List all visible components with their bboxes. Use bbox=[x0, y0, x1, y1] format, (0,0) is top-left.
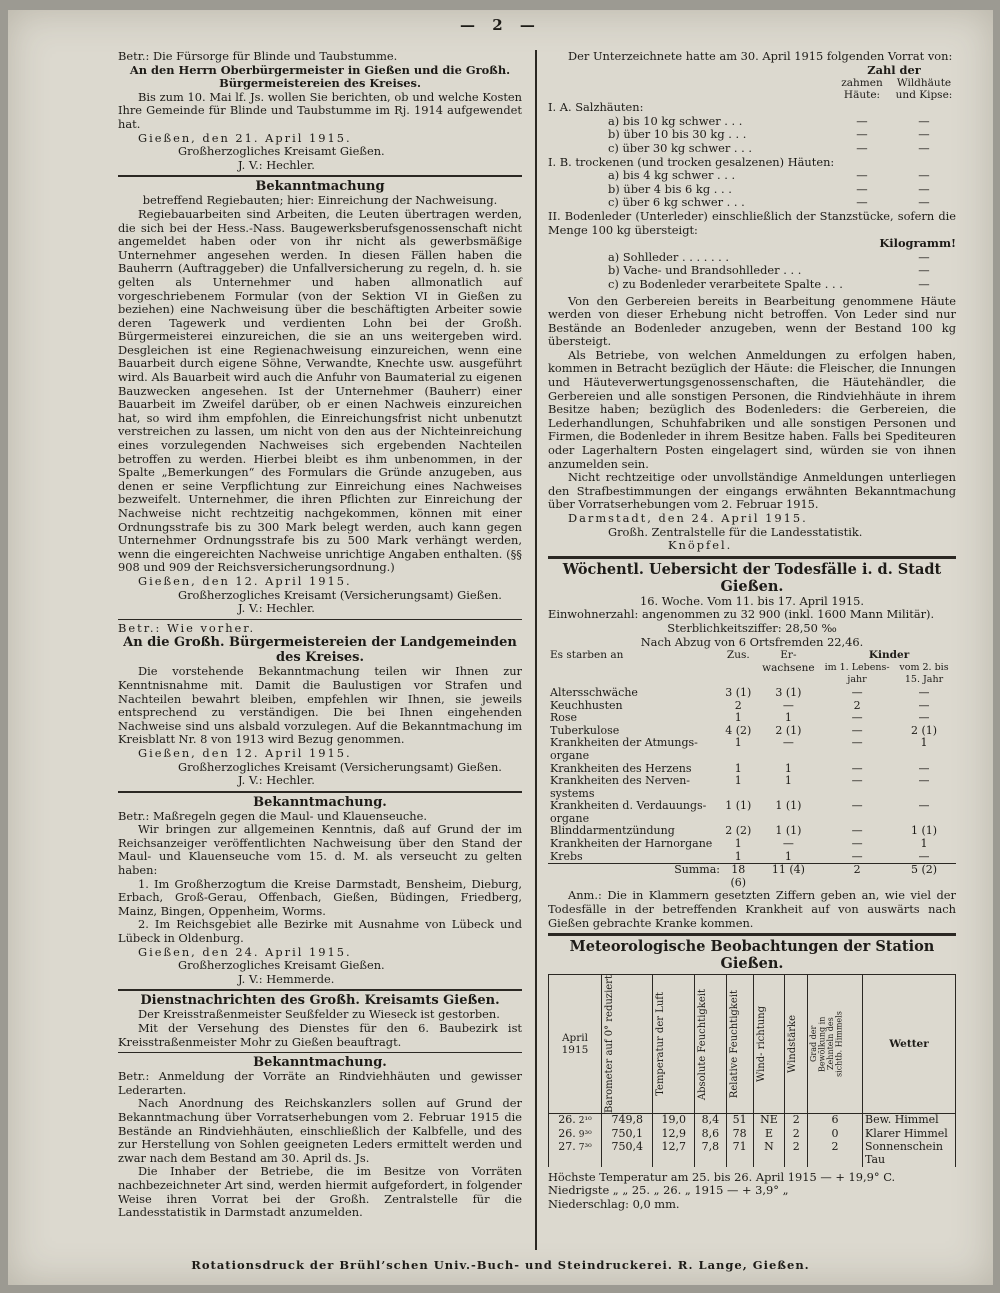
form-p2: Als Betriebe, von welchen Anmeldungen zu erfolgen haben, kommen in Betracht bezüglich der Häute: die Fleischer, die Innungen und Häuteverwertungsgenossenschaften, die Häutehändler, die Gerbereien und alle sonstigen Personen, die Rindviehhäute in ihrem Besitze haben; bezüglich des Bodenleders: die Gerbereien, die Lederhandlungen, Schuhfabriken und alle sonstigen Personen und Firmen, die Bodenleder in ihrem Besitze haben. Falls bei Spediteuren oder Lagerhaltern Posten eingelagert sind, würden sie von ihnen anzumelden sein. bbox=[548, 347, 956, 471]
form-p3: Nicht rechtzeitige oder unvollständige Anmeldungen unterliegen den Strafbestimmungen der eingangs erwähnten Bekanntmachung über Vorratserhebungen vom 2. Februar 1915. bbox=[548, 470, 956, 512]
weather-cell-bw: 0 bbox=[807, 1128, 862, 1142]
deaths-row bbox=[548, 851, 956, 864]
deaths-cell-k2: — bbox=[918, 799, 930, 813]
deaths-cell-cause: Tuberkulose bbox=[550, 723, 620, 737]
s2-title: Bekanntmachung bbox=[255, 179, 385, 195]
deaths-cell-k2: — bbox=[918, 774, 930, 788]
s3-office: Großherzogliches Kreisamt (Versicherungsamt) Gießen. bbox=[178, 759, 502, 774]
deaths-sum-z: 18 (6) bbox=[730, 863, 747, 889]
deaths-cell-k1: — bbox=[851, 837, 863, 851]
deaths-cell-cause: Rose bbox=[550, 711, 578, 725]
deaths-cell-zus: 1 bbox=[734, 849, 742, 863]
weather-cell-r: 71 bbox=[726, 1141, 753, 1166]
rule bbox=[118, 619, 522, 620]
deaths-cell-k2: 2 (1) bbox=[910, 723, 938, 737]
weather-h-wetter: Wetter bbox=[863, 975, 956, 1114]
s2-date: Gießen, den 12. April 1915. bbox=[138, 573, 352, 588]
deaths-h-label: Es starben an bbox=[550, 649, 624, 662]
form-col1: zahmen Häute: bbox=[841, 77, 883, 102]
s2-subtitle: betreffend Regiebauten; hier: Einreichung der Nachweisung. bbox=[142, 193, 498, 208]
weather-cell-a: 8,6 bbox=[695, 1128, 727, 1142]
form-sec-ib: I. B. trockenen (und trocken gesalzenen) Häuten: bbox=[548, 154, 835, 169]
deaths-cell-zus: 1 bbox=[734, 837, 742, 851]
deaths-cell-zus: 1 bbox=[734, 711, 742, 725]
weather-cell-wr: NE bbox=[753, 1114, 785, 1128]
deaths-cell-erw: — bbox=[782, 736, 794, 750]
form-col2: Wildhäute und Kipse: bbox=[895, 77, 953, 102]
form-header bbox=[548, 64, 956, 78]
deaths-cell-zus: 4 (2) bbox=[725, 723, 752, 737]
deaths-cell-zus: 2 (2) bbox=[725, 824, 752, 838]
s4-date: Gießen, den 24. April 1915. bbox=[138, 944, 352, 959]
s3-body: Die vorstehende Bekanntmachung teilen wir Ihnen zur Kenntnisnahme mit. Damit die Baulustigen vor Strafen und Nachteilen bewahrt bleiben, empfehlen wir Ihnen, sie jeweils entsprechend zu verständigen. Die bei Ihnen eingehenden Nachweise sind uns alsbald vorzulegen. Auf die Bekanntmachung im Kreisblatt Nr. 8 von 1913 wird Bezug genommen. bbox=[118, 664, 522, 747]
weather-day: 26. bbox=[558, 1113, 576, 1127]
deaths-cell-k1: — bbox=[851, 685, 863, 699]
deaths-row bbox=[548, 687, 956, 700]
deaths-row bbox=[548, 775, 956, 800]
weather-cell-temp: 19,0 bbox=[653, 1114, 695, 1128]
deaths-cell-cause: Blinddarmentzündung bbox=[550, 824, 675, 838]
deaths-cell-erw: 1 (1) bbox=[775, 799, 802, 813]
s1-signer: J. V.: Hechler. bbox=[238, 157, 315, 172]
s1-date: Gießen, den 21. April 1915. bbox=[138, 130, 352, 145]
s4-office: Großherzogliches Kreisamt Gießen. bbox=[178, 958, 385, 973]
deaths-cell-k1: — bbox=[851, 723, 863, 737]
deaths-cell-k2: 1 bbox=[920, 736, 928, 750]
weather-row bbox=[549, 1141, 956, 1166]
s6-betr: Betr.: Anmeldung der Vorräte an Rindviehhäuten und gewisser Lederarten. bbox=[118, 1069, 522, 1097]
s4-title: Bekanntmachung. bbox=[253, 794, 387, 810]
rule bbox=[118, 791, 522, 793]
form-date: Darmstadt, den 24. April 1915. bbox=[568, 511, 808, 525]
weather-min: Niedrigste „ „ 25. „ 26. „ 1915 — + 3,9° „ bbox=[548, 1183, 789, 1198]
s4-item1: 1. Im Großherzogtum die Kreise Darmstadt, Bensheim, Dieburg, Erbach, Groß-Gerau, Offenbach, Gießen, Büdingen, Friedberg, Mainz, Bingen, Oppenheim, Worms. bbox=[118, 876, 522, 918]
deaths-row bbox=[548, 800, 956, 825]
weather-cell-ws: 2 bbox=[785, 1114, 808, 1128]
weather-cell-b: 750,4 bbox=[602, 1141, 653, 1166]
s3-signer: J. V.: Hechler. bbox=[238, 773, 315, 788]
deaths-sum-e: 11 (4) bbox=[771, 863, 805, 877]
form-row: c) über 6 kg schwer . . . — — bbox=[608, 195, 930, 210]
deaths-cell-k2: 1 bbox=[920, 837, 928, 851]
right-column bbox=[548, 50, 956, 1211]
s5-p1: Der Kreisstraßenmeister Seußfelder zu Wieseck ist gestorben. bbox=[138, 1007, 500, 1022]
weather-cell-w: Sonnenschein Tau bbox=[863, 1141, 956, 1166]
deaths-cell-cause: Krankheiten der Atmungs- organe bbox=[550, 736, 698, 762]
s6-p1: Nach Anordnung des Reichskanzlers sollen auf Grund der Bekanntmachung über Vorratserhebungen vom 2. Februar 1915 die Bestände an Rindviehhäuten, einschließlich der Kalbfelle, und des zur Herstellung von Sohlen geeigneten Leders ermittelt werden und zwar nach dem Bestand am 30. April ds. Js. bbox=[118, 1096, 522, 1165]
weather-time: 7³⁰ bbox=[578, 1143, 592, 1154]
deaths-row bbox=[548, 700, 956, 713]
deaths-sum-label: Summa: bbox=[674, 863, 720, 877]
weather-day: 26. bbox=[558, 1126, 576, 1140]
form-kilogramm: Kilogramm! bbox=[879, 236, 956, 251]
deaths-row bbox=[548, 737, 956, 762]
weather-cell-temp: 12,7 bbox=[653, 1141, 695, 1166]
form-colheads bbox=[548, 77, 956, 101]
deaths-cell-cause: Krankheiten der Harnorgane bbox=[550, 837, 713, 851]
deaths-h-zus: Zus. bbox=[726, 649, 750, 662]
s3-betr: Betr.: Wie vorher. bbox=[118, 620, 256, 635]
form-intro: Der Unterzeichnete hatte am 30. April 1915 folgenden Vorrat von: bbox=[568, 49, 953, 63]
deaths-cell-erw: 1 (1) bbox=[775, 824, 802, 838]
form-sec-ii: II. Bodenleder (Unterleder) einschließlich der Stanzstücke, sofern die Menge 100 kg übersteigt: bbox=[548, 208, 956, 237]
weather-cell-ws: 2 bbox=[785, 1141, 808, 1166]
deaths-cell-erw: 1 bbox=[784, 711, 792, 725]
s1-addressee: An den Herrn Oberbürgermeister in Gießen und die Großh. Bürgermeistereien des Kreises. bbox=[129, 62, 511, 91]
page-number: — 2 — bbox=[460, 16, 541, 34]
weather-h-wind: Wind- richtung bbox=[755, 1006, 767, 1083]
deaths-cell-k1: — bbox=[851, 736, 863, 750]
s4-betr: Betr.: Maßregeln gegen die Maul- und Klauenseuche. bbox=[118, 808, 428, 823]
deaths-cell-k2: — bbox=[918, 698, 930, 712]
s2-signer: J. V.: Hechler. bbox=[238, 601, 315, 616]
deaths-cell-erw: — bbox=[782, 837, 794, 851]
weather-cell-r: 51 bbox=[726, 1114, 753, 1128]
deaths-cell-cause: Krankheiten d. Verdauungs- organe bbox=[550, 799, 707, 825]
form-row: b) Vache- und Brandsohlleder . . . — bbox=[608, 263, 930, 278]
deaths-cell-erw: 1 bbox=[784, 774, 792, 788]
deaths-cell-k2: — bbox=[918, 849, 930, 863]
deaths-row bbox=[548, 712, 956, 725]
deaths-note: Anm.: Die in Klammern gesetzten Ziffern geben an, wie viel der Todesfälle in der betreffenden Krankheit auf von auswärts nach Gießen gebrachte Kranke kommen. bbox=[548, 888, 956, 930]
weather-cell-date bbox=[549, 1128, 602, 1142]
s5-title: Dienstnachrichten des Großh. Kreisamts Gießen. bbox=[140, 993, 500, 1009]
deaths-cell-k1: — bbox=[851, 824, 863, 838]
left-column bbox=[118, 50, 522, 1220]
deaths-cell-k2: — bbox=[918, 761, 930, 775]
deaths-week: 16. Woche. Vom 11. bis 17. April 1915. bbox=[639, 593, 865, 608]
weather-cell-bw: 6 bbox=[807, 1114, 862, 1128]
deaths-cell-k1: — bbox=[851, 799, 863, 813]
deaths-cell-zus: 1 bbox=[734, 736, 742, 750]
weather-cell-wr: E bbox=[753, 1128, 785, 1142]
weather-cell-wr: N bbox=[753, 1141, 785, 1166]
deaths-table bbox=[548, 649, 956, 889]
newspaper-page bbox=[8, 10, 993, 1285]
weather-h-bew: Grad der Bewölkung in Zehnteln des sichtb. Himmels bbox=[808, 1011, 844, 1078]
s1-body: Bis zum 10. Mai lf. Js. wollen Sie berichten, ob und welche Kosten Ihre Gemeinde für Blinde und Taubstumme im Rj. 1914 aufgewendet hat. bbox=[118, 89, 522, 131]
form-row: c) über 30 kg schwer . . . — — bbox=[608, 140, 930, 155]
weather-title: Meteorologische Beobachtungen der Station Gießen. bbox=[569, 938, 935, 973]
weather-cell-w: Klarer Himmel bbox=[863, 1128, 956, 1142]
deaths-h-k2: vom 2. bis 15. Jahr bbox=[899, 661, 949, 686]
weather-row bbox=[549, 1128, 956, 1142]
deaths-cell-k1: — bbox=[851, 774, 863, 788]
weather-time: 9³⁰ bbox=[578, 1129, 592, 1140]
weather-rain: Niederschlag: 0,0 mm. bbox=[548, 1196, 680, 1211]
deaths-cell-k1: — bbox=[851, 849, 863, 863]
weather-row bbox=[549, 1114, 956, 1128]
deaths-cell-cause: Krankheiten des Herzens bbox=[550, 761, 692, 775]
s1-betr: Betr.: Die Fürsorge für Blinde und Taubstumme. bbox=[118, 49, 398, 63]
form-row: a) bis 10 kg schwer . . . — — bbox=[608, 113, 930, 128]
weather-table bbox=[548, 974, 956, 1166]
form-row: b) über 4 bis 6 kg . . . — — bbox=[608, 181, 930, 196]
weather-h-rel: Relative Feuchtigkeit bbox=[728, 990, 740, 1099]
rule bbox=[548, 556, 956, 559]
deaths-cell-erw: — bbox=[782, 698, 794, 712]
weather-h-year: 1915 bbox=[561, 1044, 589, 1057]
weather-h-baro: Barometer auf 0° reduziert bbox=[604, 975, 615, 1114]
s4-item2: 2. Im Reichsgebiet alle Bezirke mit Ausnahme von Lübeck und Lübeck in Oldenburg. bbox=[118, 917, 522, 946]
deaths-cell-erw: 2 (1) bbox=[775, 723, 802, 737]
deaths-cell-zus: 1 bbox=[734, 761, 742, 775]
form-zahl-der: Zahl der bbox=[867, 62, 921, 77]
weather-cell-a: 7,8 bbox=[695, 1141, 727, 1166]
form-row: a) Sohlleder . . . . . . . — bbox=[608, 249, 930, 264]
deaths-pop: Einwohnerzahl: angenommen zu 32 900 (inkl. 1600 Mann Militär). bbox=[548, 607, 935, 622]
weather-h-windst: Windstärke bbox=[787, 1015, 799, 1074]
deaths-sum-k1: 2 bbox=[853, 863, 861, 877]
deaths-cell-k2: — bbox=[918, 711, 930, 725]
deaths-cell-cause: Keuchhusten bbox=[550, 698, 623, 712]
deaths-cell-k1: — bbox=[851, 711, 863, 725]
form-p1: Von den Gerbereien bereits in Bearbeitung genommene Häute werden von dieser Erhebung nicht betroffen. Von Leder sind nur Bestände an Bodenleder anzugeben, wenn der Bestand 100 kg übersteigt. bbox=[548, 293, 956, 349]
form-row: c) zu Bodenleder verarbeitete Spalte . . . — bbox=[608, 276, 930, 291]
deaths-cell-cause: Altersschwäche bbox=[550, 685, 638, 699]
weather-cell-date bbox=[549, 1141, 602, 1166]
deaths-h-kinder: Kinder bbox=[868, 649, 910, 662]
deaths-cell-zus: 2 bbox=[734, 698, 742, 712]
s3-addressee: An die Großh. Bürgermeistereien der Landgemeinden des Kreises. bbox=[123, 635, 517, 666]
weather-cell-b: 750,1 bbox=[602, 1128, 653, 1142]
weather-max: Höchste Temperatur am 25. bis 26. April 1915 — + 19,9° C. bbox=[548, 1169, 896, 1184]
deaths-cell-cause: Krebs bbox=[550, 849, 583, 863]
deaths-title: Wöchentl. Uebersicht der Todesfälle i. d. Stadt Gießen. bbox=[562, 560, 942, 595]
rule bbox=[118, 175, 522, 177]
form-row: a) bis 4 kg schwer . . . — — bbox=[608, 168, 930, 183]
weather-h-abs: Absolute Feuchtigkeit bbox=[697, 988, 709, 1100]
rule bbox=[118, 1052, 522, 1053]
weather-cell-bw: 2 bbox=[807, 1141, 862, 1166]
form-row: b) über 10 bis 30 kg . . . — — bbox=[608, 127, 930, 142]
weather-cell-a: 8,4 bbox=[695, 1114, 727, 1128]
form-office: Großh. Zentralstelle für die Landesstatistik. bbox=[608, 524, 863, 539]
deaths-cell-erw: 1 bbox=[784, 849, 792, 863]
form-sec-ia: I. A. Salzhäuten: bbox=[548, 100, 644, 115]
s1-office: Großherzogliches Kreisamt Gießen. bbox=[178, 144, 385, 159]
rule bbox=[118, 989, 522, 991]
s6-p2: Die Inhaber der Betriebe, die im Besitze von Vorräten nachbezeichneter Art sind, werden hiermit aufgefordert, in folgender Weise ihren Vorrat bei der Großh. Zentralstelle für die Landesstatistik in Darmstadt anzumelden. bbox=[118, 1164, 522, 1220]
deaths-cell-k2: — bbox=[918, 685, 930, 699]
s4-signer: J. V.: Hemmerde. bbox=[238, 971, 335, 986]
deaths-row bbox=[548, 838, 956, 851]
column-divider bbox=[535, 50, 537, 1250]
deaths-sum-k2: 5 (2) bbox=[910, 863, 938, 877]
deaths-h-erw: Er- wachsene bbox=[762, 649, 815, 674]
deaths-cell-zus: 1 bbox=[734, 774, 742, 788]
deaths-rate2: Nach Abzug von 6 Ortsfremden 22,46. bbox=[640, 634, 864, 649]
s2-body: Regiebauarbeiten sind Arbeiten, die Leuten übertragen werden, die sich bei der Hess.-Nass. Baugewerksberufsgenossenschaft nicht angemeldet haben oder von ihr nicht als gewerbsmäßige Unternehmer angesehen werden. In diesen Fällen haben die Bauherrn (Auftraggeber) die Unfallversicherung zu regeln, d. h. sie gelten als Unternehmer und haben allmonatlich auf vorgeschriebenem Formular (von der Sektion VI in Gießen zu beziehen) eine Nachweisung über die beschäftigten Arbeiter sowie deren Tagewerk und verdienten Lohn bei der Großh. Bürgermeisterei einzureichen, die sie an uns weitergeben wird. Desgleichen ist eine Regienachweisung einzureichen, wenn eine Bauarbeit durch eigene Söhne, Verwandte, Knechte usw. ausgeführt wird. Als Bauarbeit wird auch die Anfuhr von Baumaterial zu eigenen Bauzwecken angesehen. Ist der Unternehmer (Bauherr) einer Bauarbeit im Zweifel darüber, ob er einen Nachweis einzureichen hat, so wird ihm empfohlen, die Einreichungsfrist nicht unbenutzt verstreichen zu lassen, um nicht von den aus der Nichteinreichung eines vorzulegenden Nachweises sich ergebenden Nachteilen betroffen zu werden. Hierbei bleibt es ihm unbenommen, in der Spalte „Bemerkungen“ des Formulars die Gründe anzugeben, aus denen er seine Verpflichtung zur Einreichung eines Nachweises bezweifelt. Unternehmer, die ihren Pflichten zur Einreichung der Nachweise nicht rechtzeitig nachgekommen, können mit einer Ordnungsstrafe bis zu 300 Mark belegt werden, auch kann gegen Unternehmer Ordnungsstrafe bis zu 500 Mark verhängt werden, wenn die eingereichten Nachweise unrichtige Angaben enthalten. (§§ 908 und 909 der Reichsversicherungsordnung.) bbox=[118, 206, 522, 575]
deaths-cell-k2: 1 (1) bbox=[910, 824, 938, 838]
weather-cell-temp: 12,9 bbox=[653, 1128, 695, 1142]
weather-h-april: April bbox=[561, 1031, 589, 1044]
s3-date: Gießen, den 12. April 1915. bbox=[138, 745, 352, 760]
weather-cell-date bbox=[549, 1114, 602, 1128]
deaths-cell-zus: 1 (1) bbox=[725, 799, 752, 813]
deaths-cell-cause: Krankheiten des Nerven- systems bbox=[550, 774, 691, 800]
weather-cell-b: 749,8 bbox=[602, 1114, 653, 1128]
weather-cell-ws: 2 bbox=[785, 1128, 808, 1142]
deaths-rate: Sterblichkeitsziffer: 28,50 ‰ bbox=[667, 620, 837, 635]
form-signer: Knöpfel. bbox=[668, 538, 733, 553]
deaths-cell-erw: 3 (1) bbox=[775, 685, 802, 699]
s5-p2: Mit der Versehung des Dienstes für den 6. Baubezirk ist Kreisstraßenmeister Mohr zu Gießen beauftragt. bbox=[118, 1021, 522, 1049]
s4-body: Wir bringen zur allgemeinen Kenntnis, daß auf Grund der im Reichsanzeiger veröffentlichten Nachweisung über den Stand der Maul- und Klauenseuche vom 15. d. M. als verseucht zu gelten haben: bbox=[118, 822, 522, 878]
weather-time: 2¹⁰ bbox=[578, 1116, 592, 1127]
weather-day: 27. bbox=[558, 1140, 576, 1154]
s2-office: Großherzogliches Kreisamt (Versicherungsamt) Gießen. bbox=[178, 587, 502, 602]
printer-footer: Rotationsdruck der Brühl’schen Univ.-Buch- und Steindruckerei. R. Lange, Gießen. bbox=[191, 1258, 810, 1272]
deaths-cell-k1: — bbox=[851, 761, 863, 775]
deaths-cell-k1: 2 bbox=[853, 698, 861, 712]
weather-cell-w: Bew. Himmel bbox=[863, 1114, 956, 1128]
s6-title: Bekanntmachung. bbox=[253, 1055, 387, 1071]
deaths-cell-zus: 3 (1) bbox=[725, 685, 752, 699]
rule bbox=[548, 933, 956, 936]
deaths-cell-erw: 1 bbox=[784, 761, 792, 775]
weather-cell-r: 78 bbox=[726, 1128, 753, 1142]
weather-h-temp: Temperatur der Luft bbox=[655, 992, 667, 1097]
deaths-h-k1: im 1. Lebens- jahr bbox=[824, 661, 890, 686]
